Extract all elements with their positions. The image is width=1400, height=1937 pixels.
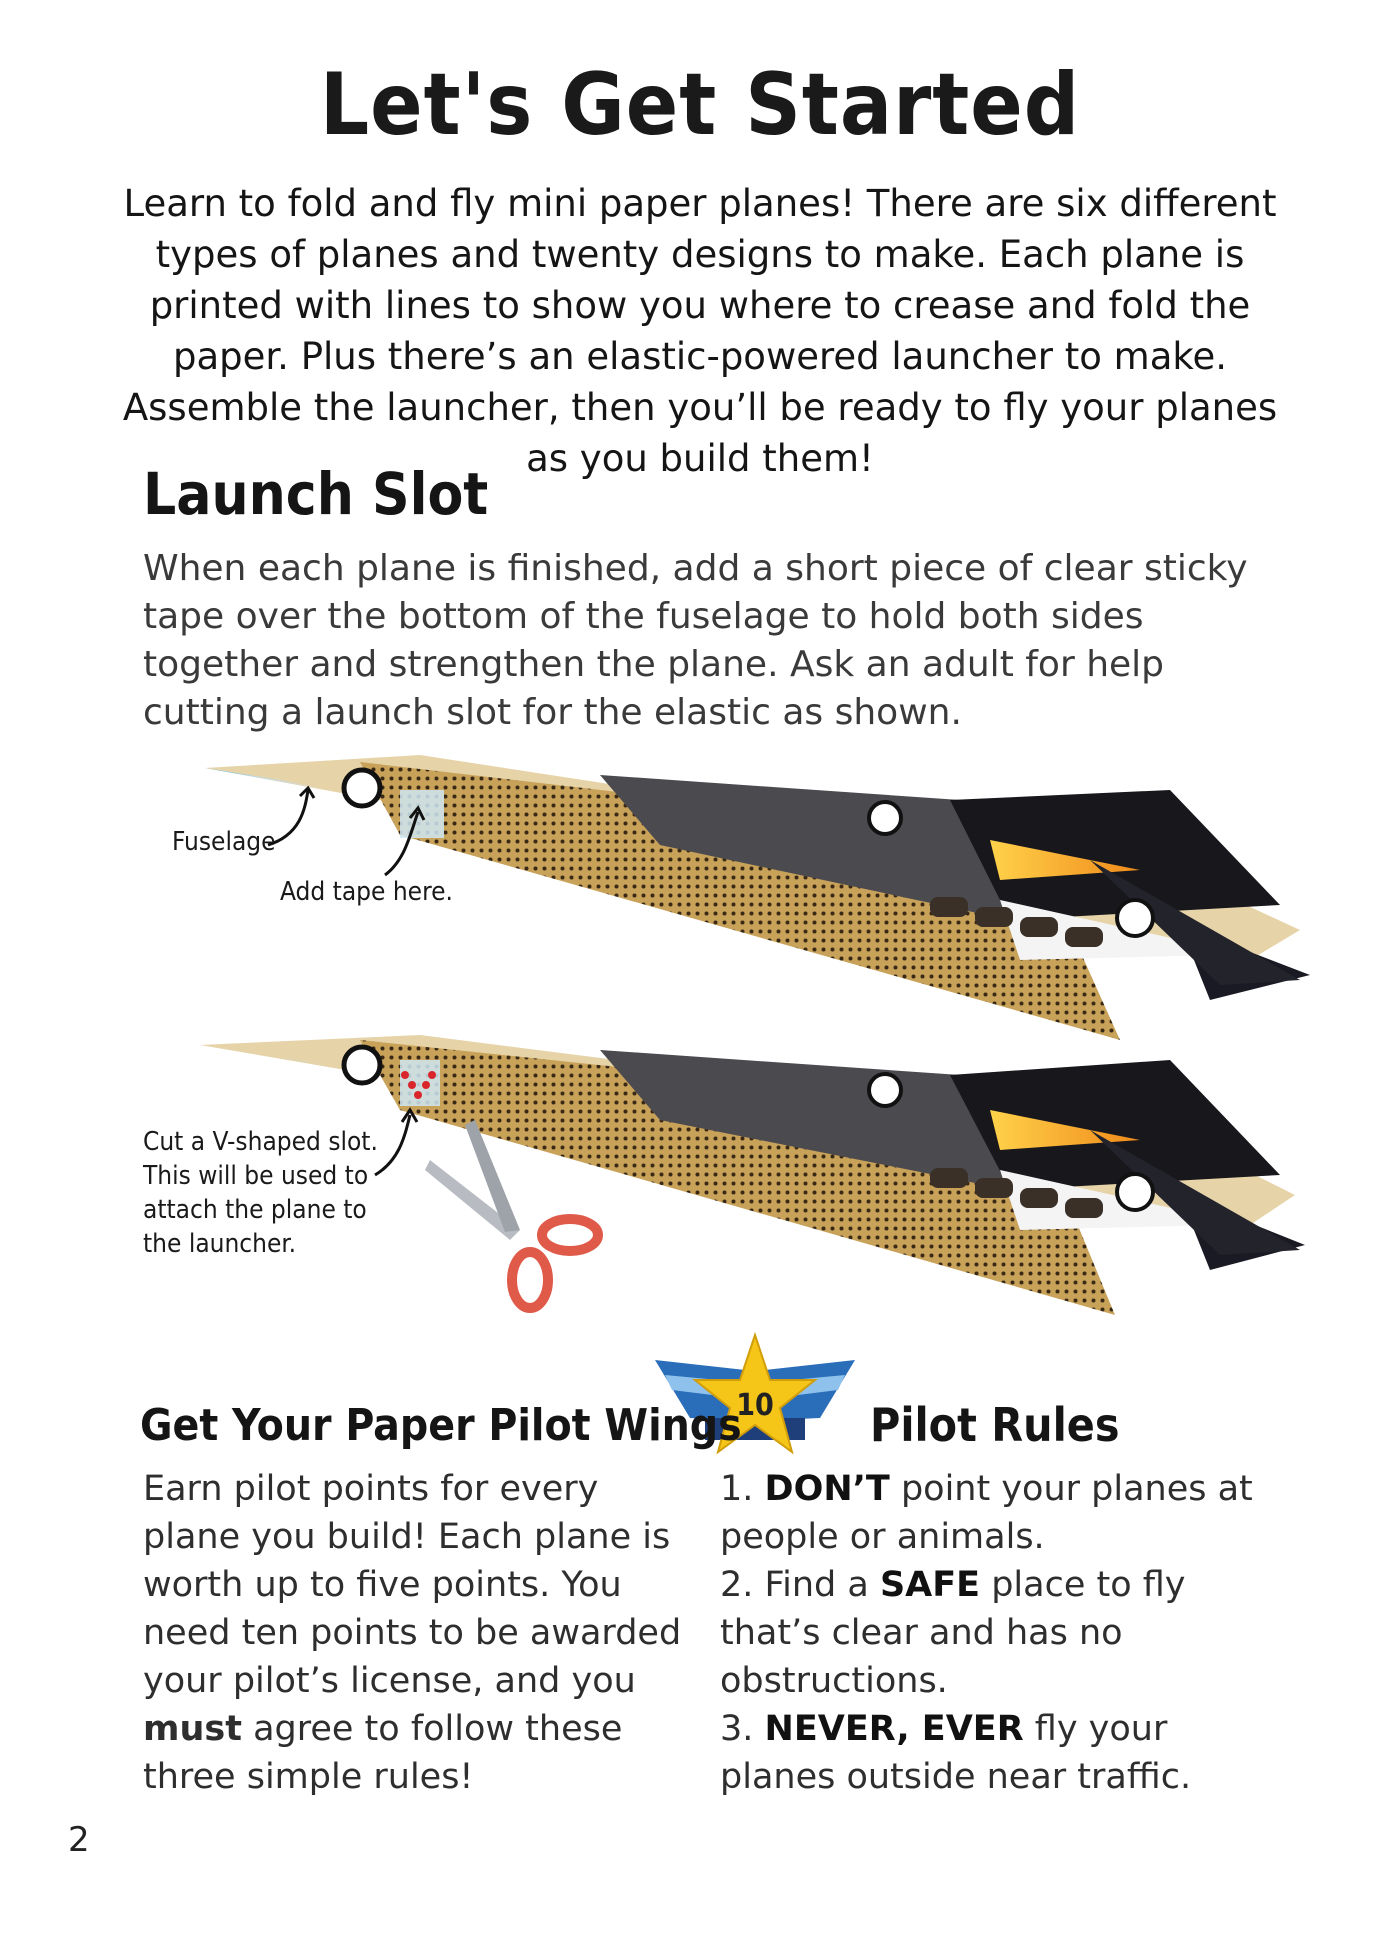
slot-caption-line: Cut a V-shaped slot.	[143, 1127, 378, 1157]
wings-text-after: agree to follow these three simple rules!	[143, 1709, 623, 1797]
rule-prefix: 3.	[720, 1709, 765, 1749]
slot-caption-line: attach the plane to	[143, 1195, 367, 1225]
rule-text: point your planes at people or animals.	[720, 1469, 1253, 1557]
wings-text-before: Earn pilot points for every plane you build! Each plane is worth up to five points. You need ten points to be awarded your pilot’s license, and you	[143, 1469, 682, 1701]
page-title: Let's Get Started	[319, 55, 1081, 155]
slot-caption-line: This will be used to	[143, 1161, 369, 1191]
badge-number: 10	[736, 1388, 774, 1423]
rule-emphasis: NEVER, EVER	[764, 1709, 1024, 1749]
page-number: 2	[68, 1820, 90, 1860]
launch-slot-heading: Launch Slot	[143, 460, 489, 528]
caption-arrows	[268, 788, 424, 1175]
fuselage-caption: Fuselage	[172, 827, 276, 857]
wings-emphasis: must	[143, 1709, 242, 1749]
tape-caption: Add tape here.	[280, 877, 453, 907]
rule-emphasis: SAFE	[879, 1565, 981, 1605]
rules-heading: Pilot Rules	[870, 1398, 1120, 1452]
rules-list	[720, 1465, 1280, 1801]
intro-paragraph: Learn to fold and fly mini paper planes! There are six different types of planes and twenty designs to make. Each plane is printed with lines to show you where to crease and fold the paper. Plus there’s an elastic-powered launcher to make. Assemble the launcher, then you’ll be ready to fly your planes as you build them!	[122, 182, 1278, 480]
launch-slot-paragraph: When each plane is finished, add a short piece of clear sticky tape over the bottom of the fuselage to hold both sides together and strengthen the plane. Ask an adult for help cutting a launch slot for the elastic as shown.	[143, 548, 1248, 733]
wings-heading: Get Your Paper Pilot Wings	[140, 1400, 742, 1451]
rule-text: place to fly that’s clear and has no obstructions.	[720, 1565, 1186, 1701]
rule-item	[720, 1705, 1280, 1801]
slot-caption	[143, 1125, 378, 1261]
rule-prefix: 2. Find a	[720, 1565, 880, 1605]
rule-item	[720, 1465, 1280, 1561]
rule-text: fly your planes outside near traffic.	[720, 1709, 1192, 1797]
rule-prefix: 1.	[720, 1469, 765, 1509]
rule-emphasis: DON’T	[764, 1469, 890, 1509]
slot-caption-line: the launcher.	[143, 1229, 297, 1259]
wings-paragraph	[143, 1465, 703, 1801]
rule-item	[720, 1561, 1280, 1705]
